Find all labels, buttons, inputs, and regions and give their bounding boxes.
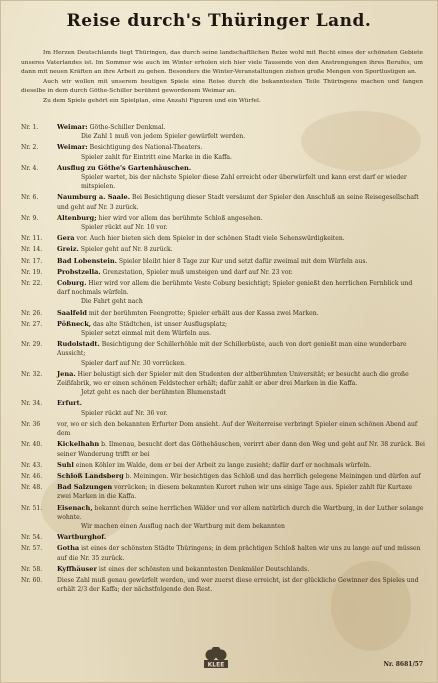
entry-number: Nr. 54.: [21, 534, 43, 542]
entry-number: Nr. 22.: [21, 280, 43, 288]
entry-body: [57, 268, 425, 277]
entry-place: Coburg.: [57, 279, 87, 288]
entry-body: [57, 143, 425, 161]
entry-body: [57, 483, 425, 501]
entry-text: b. Ilmenau, besucht dort das Göthehäuschen, verirrt aber dann den Weg und geht auf Nr. 38 zurück. Bei seiner Wanderung trifft er bei: [57, 441, 426, 458]
entry-continuation: Spieler setzt einmal mit dem Würfeln aus.: [81, 330, 212, 338]
rule-entry: [21, 472, 425, 481]
entry-body: [57, 533, 425, 542]
entry-text: Bei Besichtigung dieser Stadt versäumt der Spieler den Anschluß an seine Reisegesellschaft und geht auf Nr. 3 zurück.: [57, 194, 419, 211]
entry-number: Nr. 58.: [21, 565, 43, 573]
entry-place: Altenburg;: [57, 213, 97, 222]
entry-body: [57, 257, 425, 266]
entry-number: Nr. 14.: [21, 246, 43, 254]
entry-body: [57, 504, 425, 532]
entry-continuation: Die Fahrt geht nach: [81, 298, 143, 306]
rule-entry: [21, 340, 425, 368]
entry-place: Greiz.: [57, 245, 79, 254]
rule-entry: [21, 576, 425, 594]
entry-place: Naumburg a. Saale.: [57, 193, 131, 202]
rule-entry: [21, 123, 425, 141]
entry-body: [57, 279, 425, 307]
rule-entry: [21, 164, 425, 192]
entry-body: [57, 440, 425, 458]
rule-entry: [21, 420, 425, 438]
rule-entry: [21, 320, 425, 338]
rule-entry: [21, 245, 425, 254]
entry-place: Eisenach,: [57, 503, 93, 512]
intro-paragraph: Auch wir wollen mit unserem heutigen Spiele eine Reise durch die bekanntesten Teile Thüringens machen und fangen dieselbe in dem durch Göthe-Schiller berühmt gewordenem Weimar an.: [21, 78, 423, 95]
entry-place: Erfurt.: [57, 399, 82, 408]
logo-text: KLEE: [207, 661, 225, 669]
entry-number: Nr. 29.: [21, 341, 43, 349]
entry-text: Besichtigung des National-Theaters.: [89, 144, 203, 152]
entry-text: vorrücken; in diesem bekannten Kurort ruhen wir uns einige Tage aus. Spieler zahlt für Kurtaxe zwei Marken in die Kaffa.: [57, 484, 413, 501]
rule-entry: [21, 268, 425, 277]
rule-entry: [21, 234, 425, 243]
entry-continuation: Spieler rückt auf Nr. 36 vor.: [81, 409, 168, 417]
entry-place: Gera: [57, 234, 75, 243]
entry-place: Kickelhahn: [57, 440, 100, 449]
rule-entry: [21, 533, 425, 542]
rule-entry: [21, 143, 425, 161]
rule-entry: [21, 504, 425, 532]
entry-number: Nr. 46.: [21, 472, 43, 480]
entry-place: Schloß Landsberg: [57, 471, 124, 480]
entry-body: [57, 193, 425, 211]
rule-entry: [21, 440, 425, 458]
rule-entry: [21, 257, 425, 266]
entry-continuation: Spieler zahlt für Eintritt eine Marke in die Kaffa.: [81, 153, 232, 161]
intro-text: [21, 49, 423, 107]
entry-body: [57, 340, 425, 368]
entry-body: [57, 461, 425, 470]
intro-paragraph: Im Herzen Deutschlands liegt Thüringen, das durch seine landschaftlichen Reize wohl mit Recht eines der schönsten Gebiete unseres Vaterlandes ist. Im Sommer wie auch im Winter erholen sich hier viele Tausende von den Anstrengungen ihres Berufes, um dann mit neuen Kräften an ihre Arbeit zu gehen. Besonders die Winter-Veranstaltungen ziehen große Mengen von Sportlustigen an.: [21, 50, 423, 76]
entry-number: Nr. 26.: [21, 309, 43, 317]
entry-text: das alte Städtchen, ist unser Ausflugsplatz;: [93, 320, 228, 328]
entry-number: Nr. 57.: [21, 545, 43, 553]
entry-body: [57, 123, 425, 141]
rules-list: [21, 123, 425, 596]
entry-body: [57, 565, 425, 574]
page-title: Reise durch's Thüringer Land.: [66, 11, 372, 31]
entry-number: Nr. 19.: [21, 268, 43, 276]
rule-entry: [21, 399, 425, 417]
entry-place: Suhl: [57, 460, 74, 469]
entry-text: Spieler bleibt hier 8 Tage zur Kur und setzt dafür zweimal mit dem Würfeln aus.: [118, 257, 368, 265]
entry-place: Jena.: [57, 369, 76, 378]
entry-number: Nr. 1.: [21, 124, 39, 131]
entry-text: Grenzstation, Spieler muß umsteigen und darf auf Nr. 23 vor.: [102, 268, 293, 276]
entry-number: Nr. 2.: [21, 144, 39, 152]
entry-text: einen Köhler im Walde, dem er bei der Arbeit zu lange zusieht; dafür darf er nochmals würfeln.: [75, 461, 372, 469]
entry-number: Nr. 17.: [21, 257, 43, 265]
entry-body: [57, 245, 425, 254]
document-number: Nr. 8681/57: [383, 661, 423, 668]
entry-number: Nr. 60.: [21, 576, 43, 584]
entry-continuation: Spieler wartet, bis der nächste Spieler diese Zahl erreicht oder überwürfelt und kann erst darf er wieder mitspielen.: [81, 174, 407, 191]
entry-text: Besichtigung der Schillerhöhle mit der Schillerbüste, auch von dort genießt man eine wunderbare Aussicht;: [57, 341, 407, 358]
rule-entry: [21, 461, 425, 470]
entry-continuation: Spieler darf auf Nr. 30 vorrücken.: [81, 359, 187, 367]
entry-number: Nr. 34.: [21, 400, 43, 408]
entry-body: [57, 472, 425, 481]
entry-number: Nr. 6.: [21, 194, 39, 202]
entry-place: Wartburghof.: [57, 533, 107, 542]
entry-body: [57, 164, 425, 192]
entry-place: Saalfeld: [57, 308, 87, 317]
rule-entry: [21, 193, 425, 211]
entry-text: Hier belustigt sich der Spieler mit den Studenten der altberühmten Universität; er besucht auch die große Zeißfabrik, wo er einen schönen Feldstecher erhält; dafür zahlt er aber drei Marken in die Kaffa.: [57, 370, 409, 388]
entry-number: Nr. 27.: [21, 320, 43, 328]
rule-entry: [21, 309, 425, 318]
entry-text: hier wird vor allem das berühmte Schloß angesehen.: [98, 214, 263, 222]
entry-number: Nr. 48.: [21, 484, 43, 492]
entry-number: Nr. 36: [21, 420, 41, 428]
entry-continuation: Jetzt geht es nach der berühmten Blumenstadt: [81, 389, 226, 397]
entry-number: Nr. 43.: [21, 461, 43, 469]
entry-text: b. Meiningen. Wir besichtigen das Schloß und das herrlich gelegene Meiningen und dürfen auf: [125, 472, 421, 480]
entry-text: Spieler geht auf Nr. 8 zurück.: [80, 246, 173, 254]
entry-place: Gotha: [57, 544, 80, 553]
rule-entry: [21, 565, 425, 574]
entry-body: [57, 320, 425, 338]
entry-continuation: Die Zahl 1 muß von jedem Spieler gewürfelt werden.: [81, 133, 246, 141]
entry-place: Bad Salzungen: [57, 483, 113, 492]
entry-number: Nr. 51.: [21, 504, 43, 512]
entry-body: [57, 420, 425, 438]
entry-body: [57, 576, 425, 594]
entry-body: [57, 370, 425, 398]
entry-body: [57, 399, 425, 417]
entry-place: Ausflug zu Göthe's Gartenhäuschen.: [57, 163, 192, 172]
rule-entry: [21, 214, 425, 232]
entry-text: Hier wird vor allem die berühmte Veste Coburg besichtigt; Spieler genießt den herrlichen Fernblick und darf nochmals würfeln.: [57, 280, 413, 297]
rule-entry: [21, 279, 425, 307]
entry-number: Nr. 11.: [21, 235, 43, 243]
entry-text: vor. Auch hier bieten sich dem Spieler in der schönen Stadt viele Sehenswürdigkeiten.: [76, 235, 345, 243]
entry-text: ist eines der schönsten Städte Thüringens; in dem prächtigen Schloß halten wir uns zu lange auf und müssen auf die Nr. 35 zurück.: [57, 545, 421, 562]
entry-body: [57, 234, 425, 243]
rule-entry: [21, 483, 425, 501]
entry-place: Weimar:: [57, 143, 88, 152]
entry-number: Nr. 32.: [21, 370, 43, 378]
intro-paragraph: Zu dem Spiele gehört ein Spielplan, eine Anzahl Figuren und ein Würfel.: [43, 97, 261, 104]
rule-entry: [21, 544, 425, 562]
entry-place: Pößneck,: [57, 319, 92, 328]
klee-logo-icon: [201, 647, 231, 671]
entry-place: Kyffhäuser: [57, 564, 97, 573]
entry-text: vor, wo er sich den bekannten Erfurter Dom ansieht. Auf der Weiterreise verbringt Spieler einen schönen Abend auf dem: [57, 420, 418, 438]
entry-place: Weimar:: [57, 123, 88, 131]
entry-place: Rudolstadt.: [57, 340, 100, 349]
entry-text: bekannt durch seine herrlichen Wälder und vor allem natürlich durch die Wartburg, in der Luther solange wohnte.: [57, 504, 424, 521]
entry-text: ist eines der schönsten und bekanntesten Denkmäler Deutschlands.: [98, 565, 310, 573]
entry-body: [57, 309, 425, 318]
entry-number: Nr. 9.: [21, 214, 39, 222]
entry-continuation: Wir machen einen Ausflug nach der Wartburg mit dem bekannten: [81, 522, 285, 530]
entry-number: Nr. 4.: [21, 164, 39, 172]
entry-place: Probstzella.: [57, 267, 101, 276]
entry-place: Bad Lobenstein.: [57, 256, 117, 265]
entry-body: [57, 214, 425, 232]
entry-body: [57, 544, 425, 562]
rule-entry: [21, 370, 425, 398]
entry-continuation: Spieler rückt auf Nr. 10 vor.: [81, 224, 168, 232]
entry-number: Nr. 40.: [21, 441, 43, 449]
entry-text: Diese Zahl muß genau gewürfelt werden, und wer zuerst diese erreicht, ist der glückliche Gewinner des Spieles und erhält 2/3 der Kaffa; der nächstfolgende den Rest.: [57, 576, 419, 594]
entry-text: mit der berühmten Feengrotte; Spieler erhält aus der Kassa zwei Marken.: [88, 309, 319, 317]
entry-text: Göthe-Schiller Denkmal.: [89, 124, 166, 131]
